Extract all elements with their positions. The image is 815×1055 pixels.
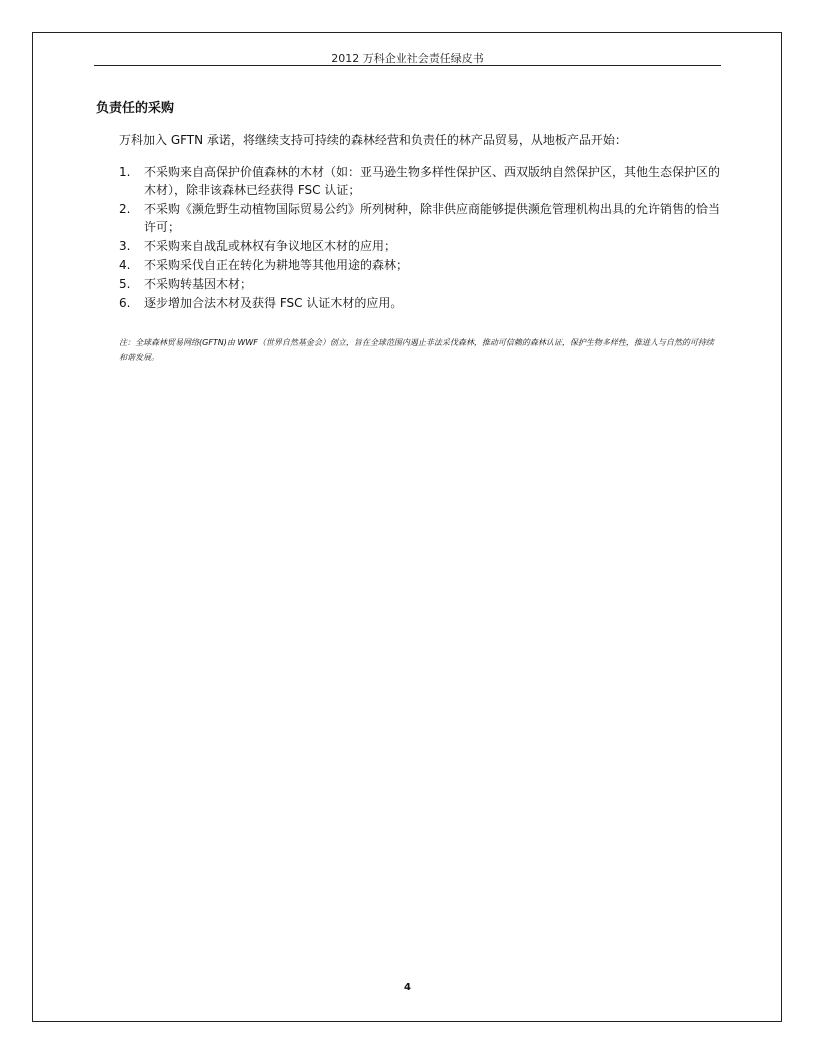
list-item-text: 不采购来自战乱或林权有争议地区木材的应用；	[144, 239, 397, 253]
list-item-text: 不采购《濒危野生动植物国际贸易公约》所列树种，除非供应商能够提供濒危管理机构出具的允许销售的恰当许可；	[144, 202, 721, 234]
list-item-number: 3.	[119, 239, 131, 253]
procurement-commitments-list	[119, 163, 724, 312]
list-item	[119, 163, 724, 199]
list-item	[119, 237, 724, 255]
list-item-number: 2.	[119, 202, 131, 216]
list-item-text: 逐步增加合法木材及获得 FSC 认证木材的应用。	[144, 296, 403, 310]
list-item	[119, 294, 724, 312]
list-item-number: 5.	[119, 277, 131, 291]
header-divider	[94, 65, 721, 66]
list-item	[119, 275, 724, 293]
footnote: 注：全球森林贸易网络(GFTN)由 WWF（世界自然基金会）创立，旨在全球范围内遏止非法采伐森林，推动可信赖的森林认证，保护生物多样性，推进人与自然的可持续和谐发展。	[119, 338, 714, 362]
list-item-number: 6.	[119, 296, 131, 310]
page-number: 4	[404, 982, 411, 993]
intro-paragraph: 万科加入 GFTN 承诺，将继续支持可持续的森林经营和负责任的林产品贸易，从地板产品开始：	[119, 133, 627, 147]
list-item-text: 不采购采伐自正在转化为耕地等其他用途的森林；	[144, 258, 409, 272]
header-title: 2012 万科企业社会责任绿皮书	[331, 52, 484, 65]
list-item-text: 不采购来自高保护价值森林的木材（如：亚马逊生物多样性保护区、西双版纳自然保护区，其他生态保护区的木材），除非该森林已经获得 FSC 认证；	[144, 165, 721, 197]
list-item-number: 4.	[119, 258, 131, 272]
section-title: 负责任的采购	[96, 101, 175, 116]
list-item	[119, 200, 724, 236]
list-item-number: 1.	[119, 165, 131, 179]
list-item	[119, 256, 724, 274]
list-item-text: 不采购转基因木材；	[144, 277, 253, 291]
